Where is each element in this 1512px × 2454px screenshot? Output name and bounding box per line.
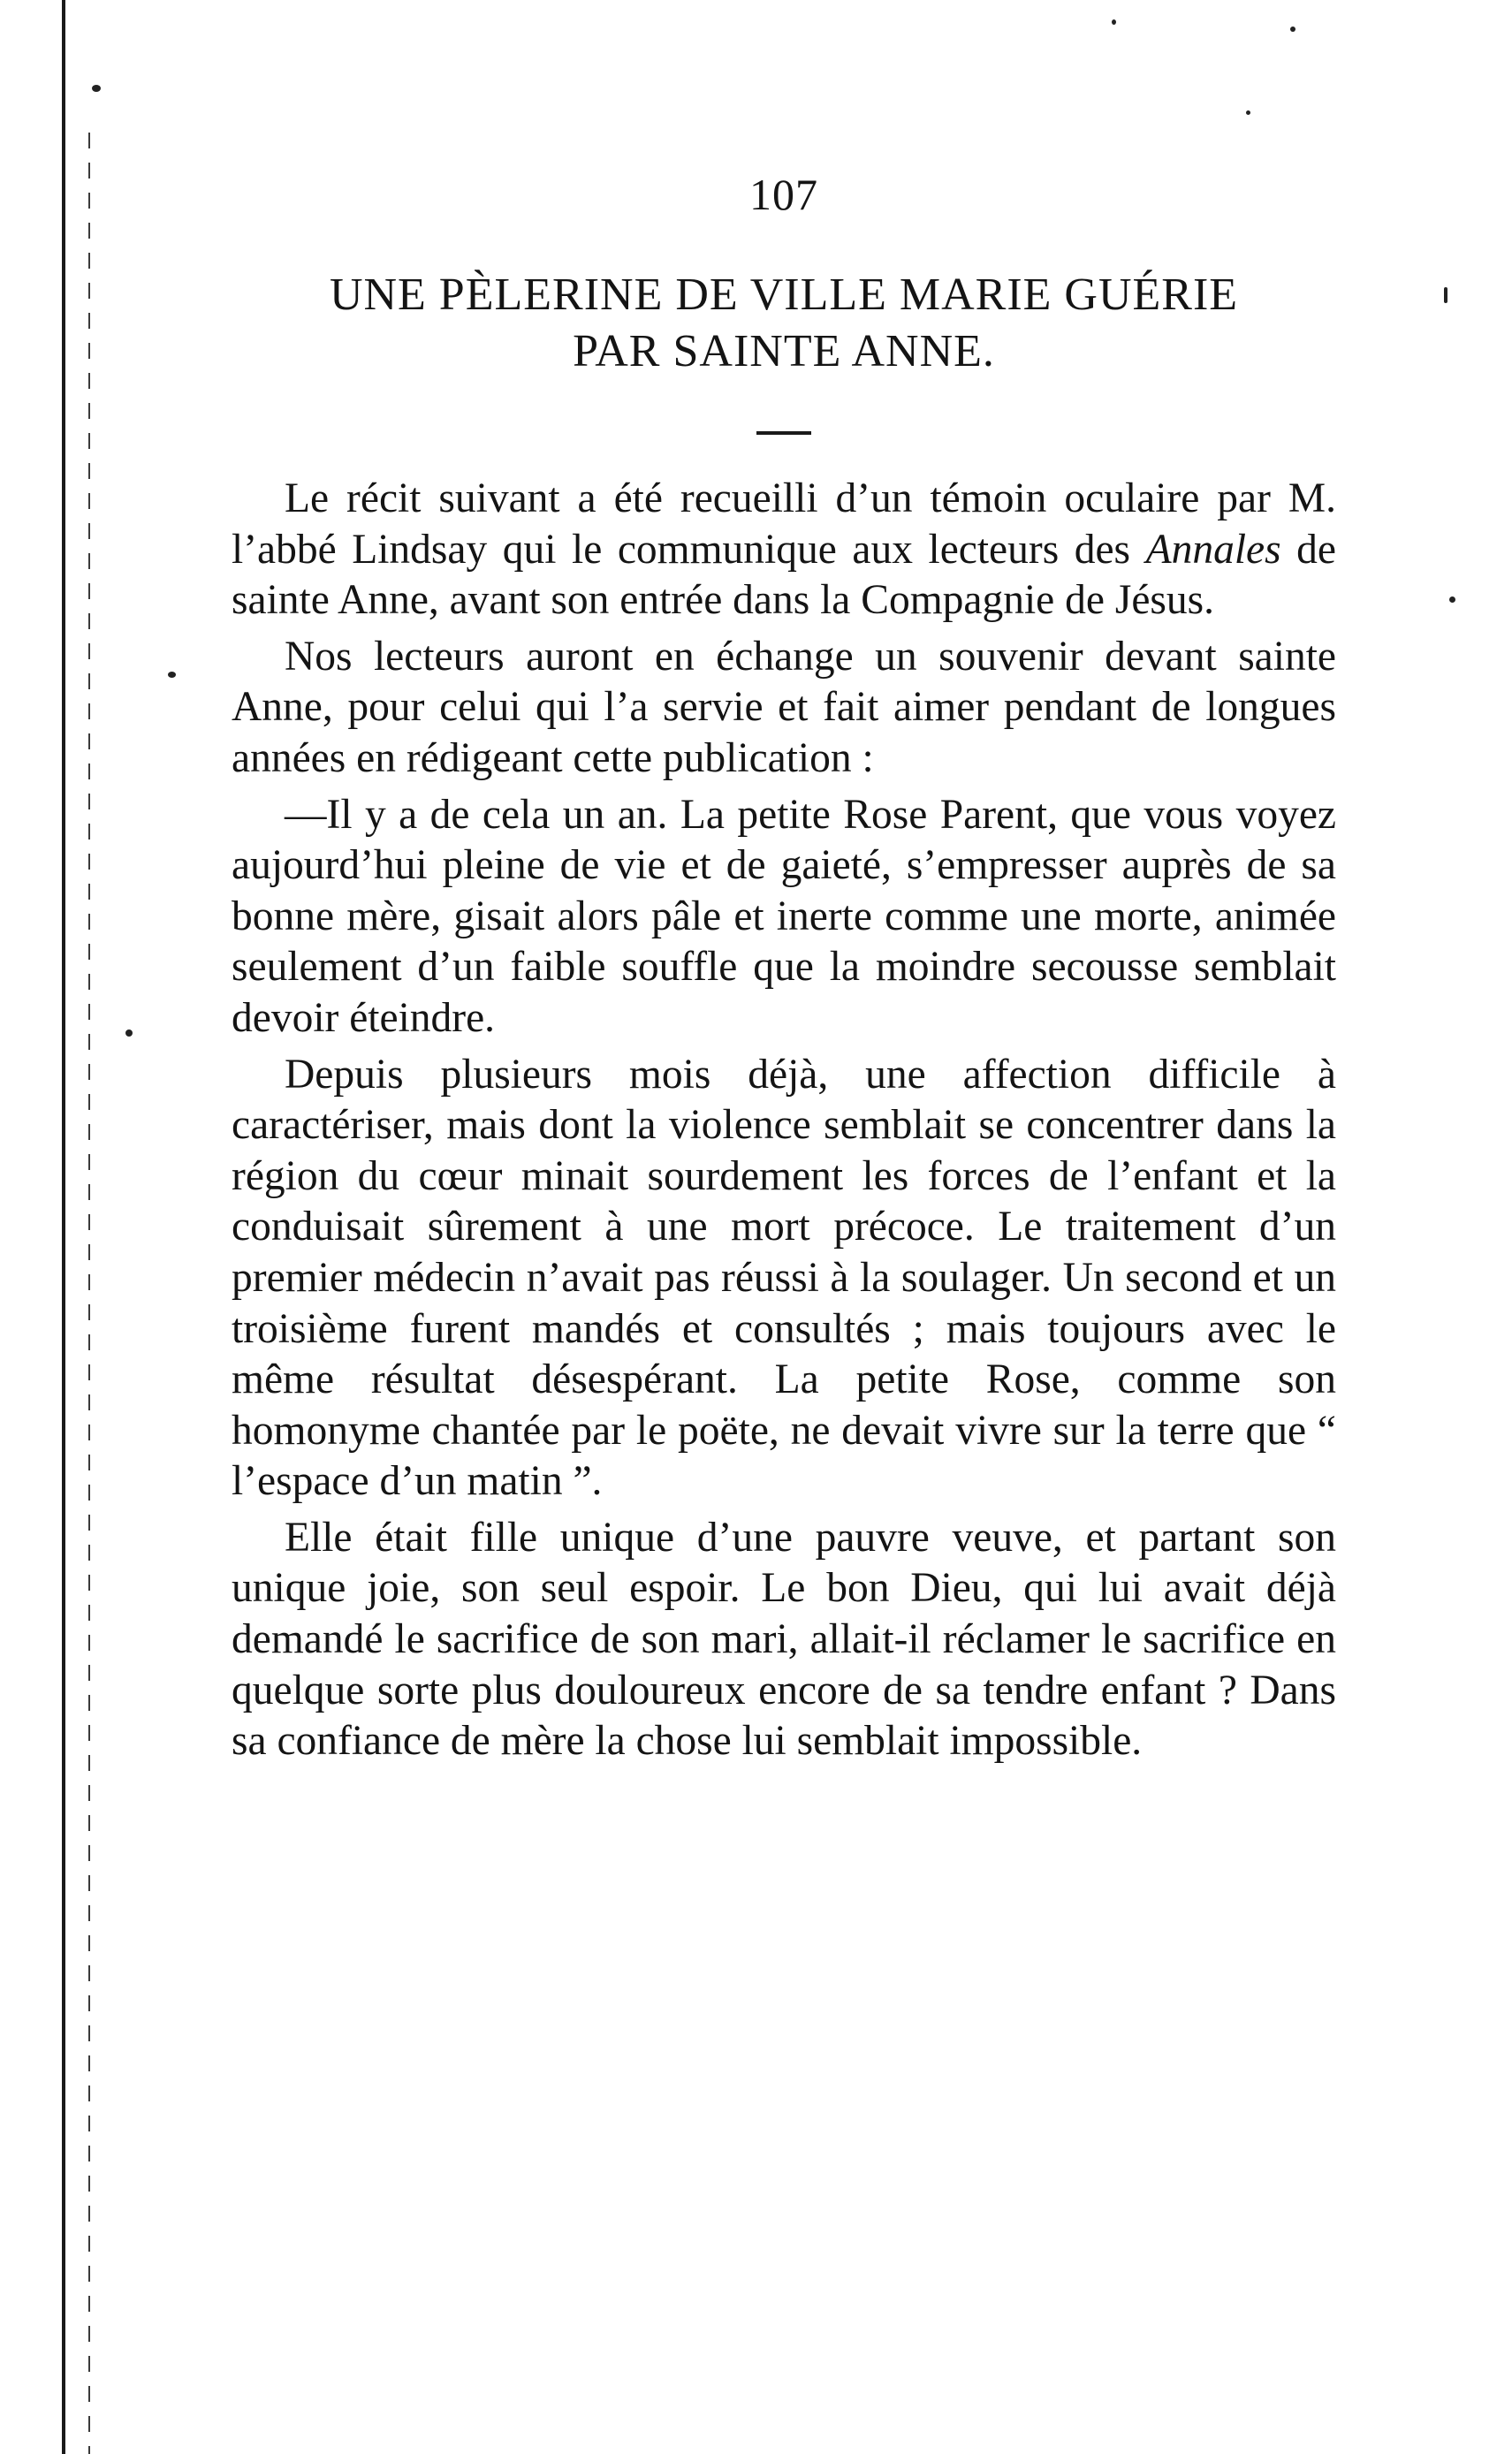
document-page — [232, 168, 1336, 1767]
scan-speck — [92, 85, 101, 92]
paragraph-widow: Elle était fille unique d’une pauvre veuve, et partant son unique joie, son seul espoir. Le bon Dieu, qui lui avait déjà demandé le sacrifice de son mari, allait-il réclamer le sacrifice en quelque sorte plus douloureux encore de sa tendre enfant ? Dans sa confiance de mère la chose lui semblait impossible. — [232, 1514, 1336, 1765]
binding-edge-shadow — [88, 133, 90, 2454]
scan-speck — [168, 672, 176, 678]
scan-speck — [1290, 27, 1295, 32]
paragraph-rose-parent: —Il y a de cela un an. La petite Rose Parent, que vous voyez aujourd’hui pleine de vie et de gaieté, s’empresser auprès de sa bonne mère, gisait alors pâle et inerte comme une morte, animée seulement d’un faible souffle que la moindre secousse semblait devoir éteindre. — [232, 791, 1336, 1041]
chapter-title — [232, 267, 1336, 380]
page-number: 107 — [749, 170, 818, 219]
scan-speck — [1449, 596, 1455, 603]
paragraph-readers: Nos lecteurs auront en échange un souvenir devant sainte Anne, pour celui qui l’a servie et fait aimer pendant de longues années en rédigeant cette publication : — [232, 633, 1336, 781]
paragraph-intro-text-b: de sainte Anne, avant son entrée dans la Compagnie de Jésus. — [232, 526, 1336, 624]
annales-italic: Annales — [1145, 526, 1281, 573]
paragraph-intro-text-a: Le récit suivant a été recueilli d’un témoin oculaire par M. l’abbé Lindsay qui le communique aux lecteurs des — [232, 475, 1336, 573]
binding-edge-line — [62, 0, 65, 2454]
scan-speck — [1444, 287, 1447, 303]
scan-speck — [1112, 19, 1116, 25]
chapter-title-line-1: UNE PÈLERINE DE VILLE MARIE GUÉRIE — [329, 270, 1239, 320]
paragraph-illness: Depuis plusieurs mois déjà, une affection difficile à caractériser, mais dont la violence semblait se concentrer dans la région du cœur minait sourdement les forces de l’enfant et la conduisait sûrement à une mort précoce. Le traitement d’un premier médecin n’avait pas réussi à la soulager. Un second et un troisième furent mandés et consultés ; mais toujours avec le même résultat désespérant. La petite Rose, comme son homonyme chantée par le poëte, ne devait vivre sur la terre que “ l’espace d’un matin ”. — [232, 1051, 1336, 1505]
scan-speck — [125, 1029, 133, 1037]
chapter-title-line-2: PAR SAINTE ANNE. — [573, 326, 995, 376]
scan-speck — [1246, 110, 1250, 115]
paragraph-intro — [232, 474, 1336, 627]
title-separator-rule — [756, 431, 811, 435]
